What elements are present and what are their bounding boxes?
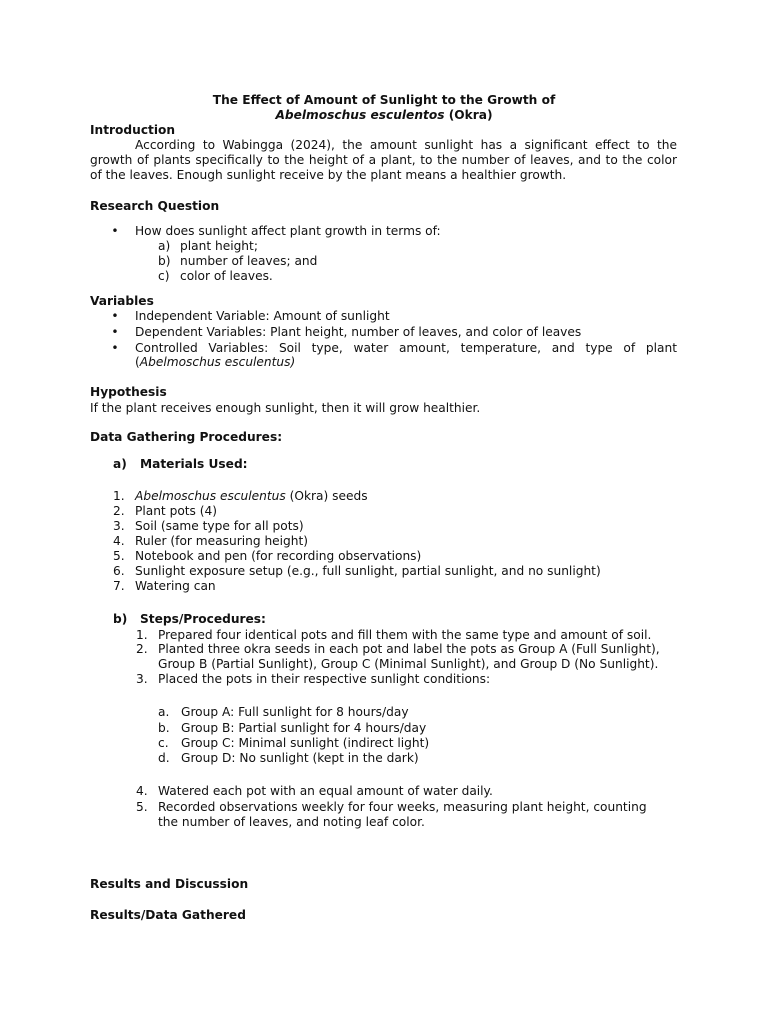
group-marker-b: b. — [158, 721, 170, 735]
step-num-2: 2. — [136, 642, 148, 656]
materials-heading: Materials Used: — [140, 457, 248, 471]
research-question-marker-c: c) — [158, 269, 170, 283]
research-question-marker-b: b) — [158, 254, 171, 268]
group-b: Group B: Partial sunlight for 4 hours/day — [181, 721, 427, 735]
step-num-5: 5. — [136, 800, 148, 814]
group-marker-a: a. — [158, 705, 170, 719]
step-num-1: 1. — [136, 628, 148, 642]
dependent-variables: Dependent Variables: Plant height, number of leaves, and color of leaves — [135, 325, 582, 339]
group-marker-d: d. — [158, 751, 170, 765]
step-1: Prepared four identical pots and fill them with the same type and amount of soil. — [158, 628, 652, 642]
hypothesis-heading: Hypothesis — [90, 385, 167, 399]
material-num-2: 2. — [113, 504, 125, 518]
variables-bullet-2: • — [111, 325, 119, 339]
introduction-body: According to Wabingga (2024), the amount sunlight has a significant effect to the growth of plants specifically to the height of a plant, to the number of leaves, and to the color of the leaves. Enough sunlight receive by the plant means a healthier growth. — [90, 138, 677, 182]
research-question-item-b: number of leaves; and — [180, 254, 318, 268]
step-2-line1: Planted three okra seeds in each pot and label the pots as Group A (Full Sunlight), — [158, 642, 660, 656]
material-num-1: 1. — [113, 489, 125, 503]
material-num-6: 6. — [113, 564, 125, 578]
group-c: Group C: Minimal sunlight (indirect light) — [181, 736, 430, 750]
material-item-1-text: (Okra) seeds — [285, 489, 368, 503]
material-item-3: Soil (same type for all pots) — [135, 519, 304, 533]
step-num-3: 3. — [136, 672, 148, 686]
research-question-item-a: plant height; — [180, 239, 258, 253]
document-title-line1: The Effect of Amount of Sunlight to the Growth of — [212, 93, 556, 107]
controlled-variables-species: Abelmoschus esculentus) — [139, 355, 296, 369]
research-question-lead: How does sunlight affect plant growth in terms of: — [135, 224, 441, 238]
variables-bullet-3: • — [111, 341, 119, 355]
step-num-4: 4. — [136, 784, 148, 798]
material-item-7: Watering can — [135, 579, 216, 593]
material-item-6: Sunlight exposure setup (e.g., full sunlight, partial sunlight, and no sunlight) — [135, 564, 601, 578]
steps-heading: Steps/Procedures: — [140, 612, 266, 626]
independent-variable: Independent Variable: Amount of sunlight — [135, 309, 390, 323]
material-num-3: 3. — [113, 519, 125, 533]
hypothesis-body: If the plant receives enough sunlight, then it will grow healthier. — [90, 401, 481, 415]
controlled-variables-paren: ( — [135, 355, 140, 369]
group-a: Group A: Full sunlight for 8 hours/day — [181, 705, 409, 719]
material-item-2: Plant pots (4) — [135, 504, 218, 518]
steps-marker: b) — [113, 612, 128, 626]
step-2-line2: Group B (Partial Sunlight), Group C (Minimal Sunlight), and Group D (No Sunlight). — [158, 657, 659, 671]
group-marker-c: c. — [158, 736, 169, 750]
material-item-1 — [135, 489, 368, 504]
data-gathering-heading: Data Gathering Procedures: — [90, 430, 283, 444]
research-question-bullet: • — [111, 224, 119, 238]
variables-heading: Variables — [90, 294, 154, 308]
document-title-line2 — [0, 108, 768, 123]
introduction-heading: Introduction — [90, 123, 176, 137]
controlled-variables-line1: Controlled Variables: Soil type, water amount, temperature, and type of plant — [135, 341, 677, 355]
material-item-1-species: Abelmoschus esculentus — [135, 489, 286, 503]
results-subheading: Results/Data Gathered — [90, 908, 246, 922]
variables-bullet-1: • — [111, 309, 119, 323]
title-common-name: (Okra) — [444, 108, 493, 122]
step-4: Watered each pot with an equal amount of water daily. — [158, 784, 493, 798]
step-3: Placed the pots in their respective sunlight conditions: — [158, 672, 491, 686]
material-item-5: Notebook and pen (for recording observations) — [135, 549, 422, 563]
controlled-variables-line2 — [135, 355, 295, 370]
material-num-4: 4. — [113, 534, 125, 548]
material-num-7: 7. — [113, 579, 125, 593]
research-question-item-c: color of leaves. — [180, 269, 273, 283]
results-heading: Results and Discussion — [90, 877, 249, 891]
group-d: Group D: No sunlight (kept in the dark) — [181, 751, 419, 765]
step-5-line2: the number of leaves, and noting leaf color. — [158, 815, 425, 829]
materials-marker: a) — [113, 457, 127, 471]
title-scientific-name: Abelmoschus esculentos — [275, 108, 445, 122]
research-question-marker-a: a) — [158, 239, 171, 253]
research-question-heading: Research Question — [90, 199, 220, 213]
material-item-4: Ruler (for measuring height) — [135, 534, 309, 548]
material-num-5: 5. — [113, 549, 125, 563]
step-5-line1: Recorded observations weekly for four weeks, measuring plant height, counting — [158, 800, 647, 814]
